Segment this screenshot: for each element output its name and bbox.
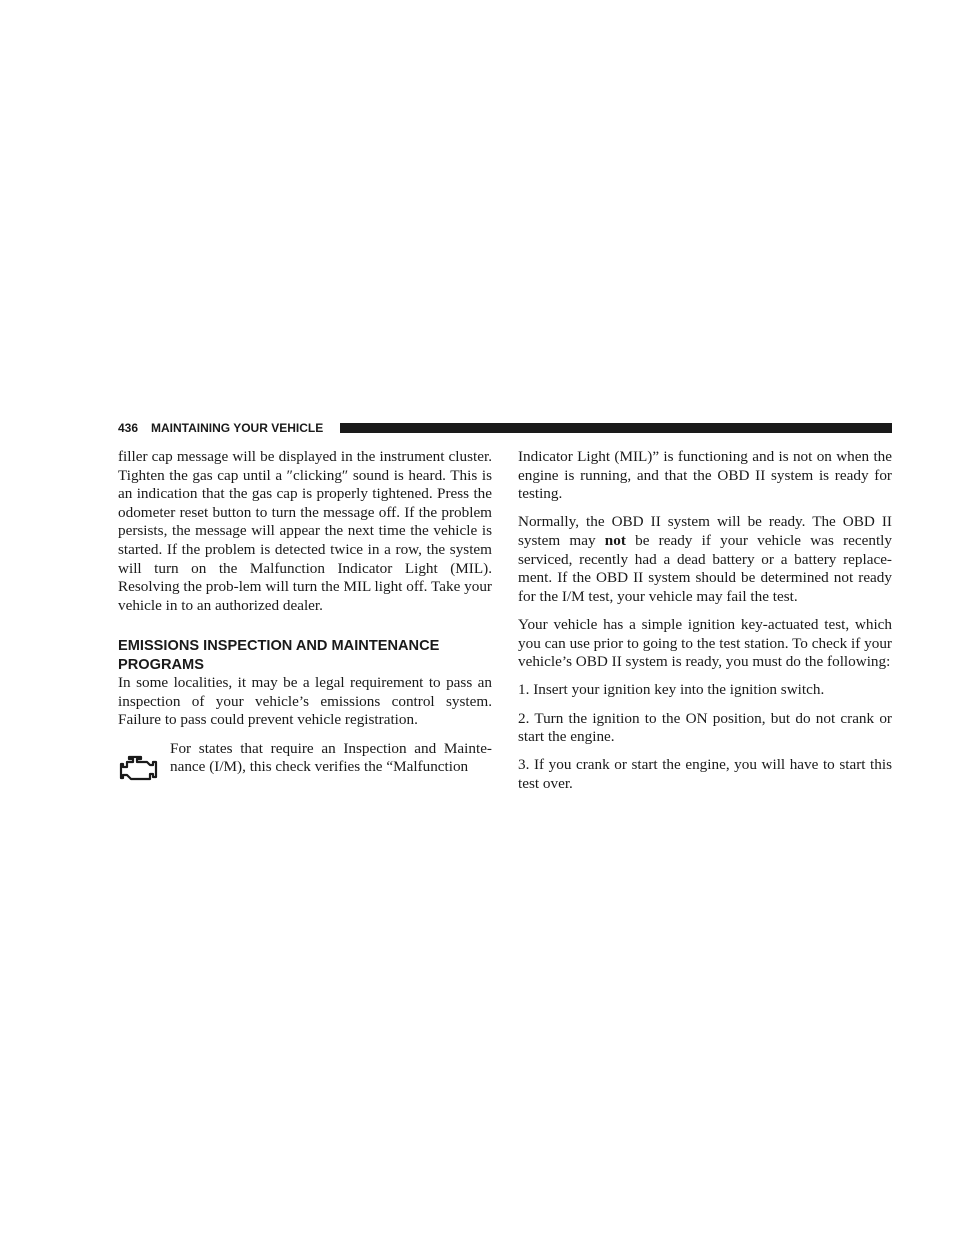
step-1: 1. Insert your ignition key into the ignition switch. <box>518 681 825 699</box>
paragraph-obd-ready <box>518 513 892 606</box>
page-number: 436 <box>118 421 139 435</box>
section-title: MAINTAINING YOUR VEHICLE <box>151 421 324 435</box>
obd-text-b: be ready if your vehicle was recently serviced, recently had a dead battery or a battery replace-ment. If the OBD II system should be determined not ready for the I/M test, your vehicle may fail the test. <box>518 531 892 605</box>
paragraph-gas-cap: filler cap message will be displayed in the instrument cluster. Tighten the gas cap until a ″clicking″ sound is heard. This is an indication that the gas cap is properly tightened. Press the odometer reset button to turn the message off. If the problem persists, the message will appear the next time the vehicle is started. If the problem is detected twice in a row, the system will turn on the Malfunction Indicator Light (MIL). Resolving the prob-lem will turn the MIL light off. Take your vehicle in to an authorized dealer. <box>118 448 492 614</box>
paragraph-key-test: Your vehicle has a simple ignition key-actuated test, which you can use prior to going to the test station. To check if your vehicle’s OBD II system is ready, you must do the following: <box>518 615 892 671</box>
step-3: 3. If you crank or start the engine, you will have to start this test over. <box>518 756 892 792</box>
right-column <box>518 448 892 793</box>
paragraph-localities: In some localities, it may be a legal requirement to pass an inspection of your vehicle’s emissions control system. Failure to pass could prevent vehicle registration. <box>118 674 492 729</box>
mil-paragraph <box>118 740 492 777</box>
step-2: 2. Turn the ignition to the ON position, but do not crank or start the engine. <box>518 709 892 746</box>
obd-text-a: Normally, the OBD II system will be ready. The OBD II system may <box>518 513 892 549</box>
section-heading: EMISSIONS INSPECTION AND MAINTENANCE PROGRAMS <box>118 638 440 673</box>
page-header <box>118 420 892 436</box>
obd-text-bold: not <box>604 531 626 549</box>
paragraph-mil-functioning: Indicator Light (MIL)” is functioning and is not on when the engine is running, and that the OBD II system is ready for testing. <box>518 448 892 503</box>
paragraph-im-check: For states that require an Inspection and Mainte-nance (I/M), this check verifies the “Malfunction <box>170 739 492 776</box>
left-column <box>118 448 492 777</box>
header-rule <box>340 423 892 433</box>
check-engine-icon <box>118 754 162 784</box>
